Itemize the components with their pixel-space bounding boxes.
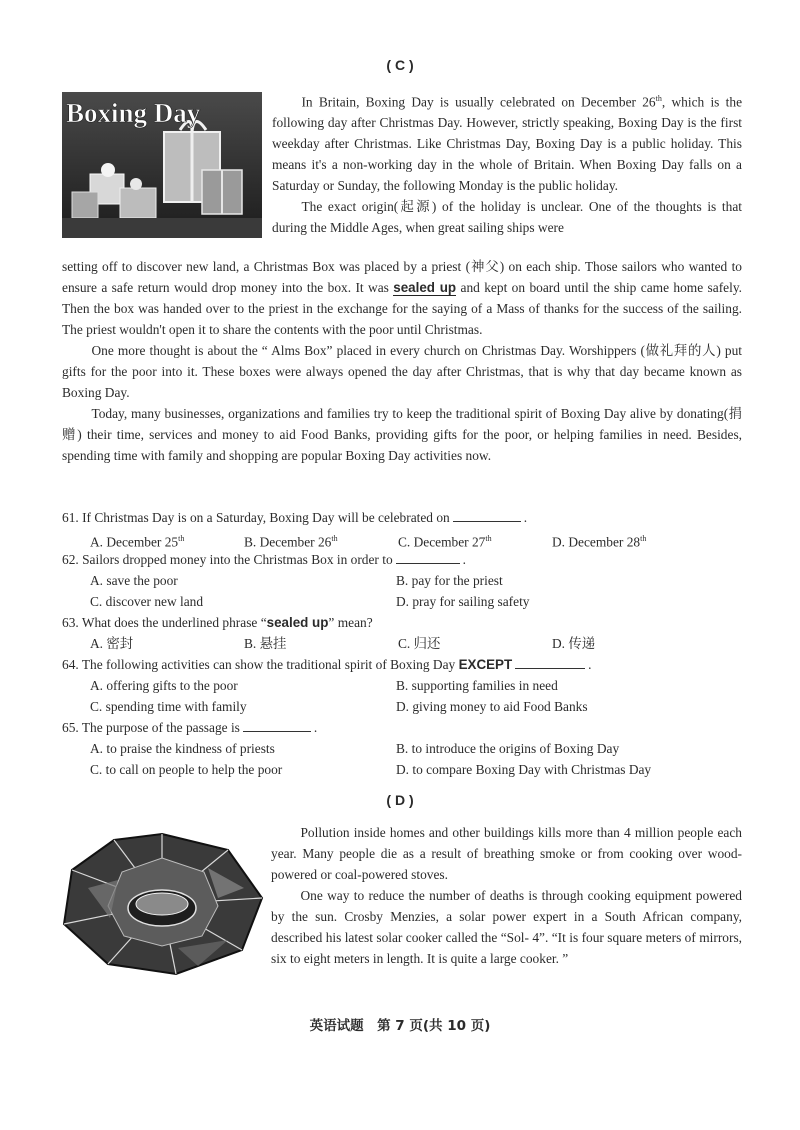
q65-option-a[interactable]: A. to praise the kindness of priests — [90, 741, 275, 756]
section-c-title: ( C ) — [386, 57, 414, 73]
para-2-text-a: setting off to discover new land, a Christmas Box was placed by a priest (神父) on each ship. Those sailors who wanted to ensure a safe return would drop money into the box. It was — [62, 259, 742, 295]
page-footer: 英语试题 第 7 页(共 10 页) — [309, 1018, 491, 1034]
q61-option-c-sup: th — [485, 534, 492, 543]
q65-option-d[interactable]: D. to compare Boxing Day with Christmas Day — [396, 762, 652, 777]
q65-option-b[interactable]: B. to introduce the origins of Boxing Day — [396, 741, 620, 756]
q61-option-a-text: A. December 25 — [90, 534, 179, 550]
q64-option-b[interactable]: B. supporting families in need — [396, 678, 558, 693]
para-1-text-b: , which is the following day after Christmas Day. However, strictly speaking, Boxing Day is the first weekday after Christmas. Like Christmas Day, Boxing Day is a public holiday. This means it's a non-working day in the whole of Britain. When Boxing Day falls on a Saturday or Sunday, the following Monday is the public holiday. — [272, 94, 743, 194]
q62-option-d[interactable]: D. pray for sailing safety — [396, 594, 530, 609]
q64-end: . — [588, 657, 592, 672]
para-2-start: The exact origin(起源) of the holiday is unclear. One of the thoughts is that during the Middle Ages, when great sailing ships were — [272, 199, 742, 236]
q61-end: . — [523, 510, 528, 525]
q63-option-c[interactable]: C. 归还 — [398, 636, 441, 651]
q65-blank[interactable] — [243, 717, 311, 732]
question-63 — [62, 612, 752, 654]
question-62 — [62, 549, 752, 612]
q63-option-d[interactable]: D. 传递 — [552, 636, 596, 651]
q63-option-b[interactable]: B. 悬挂 — [244, 636, 287, 651]
q62-stem: 62. Sailors dropped money into the Christmas Box in order to — [62, 552, 393, 567]
para-1-text-a: In Britain, Boxing Day is usually celebrated on December 26 — [301, 94, 656, 110]
section-c-body — [62, 256, 742, 466]
sealed-up-phrase: sealed up — [393, 280, 457, 295]
boxing-day-photo — [62, 92, 262, 238]
question-65 — [62, 717, 752, 780]
q61-option-c-text: C. December 27 — [398, 534, 486, 550]
para-2-text-b: and kept on board until the ship came home safely. Then the box was handed over to the priest in the exchange for the saying of a Mass of thanks for the success of the sailing. The priest wouldn't open it to share the contents with the poor until Christmas. — [62, 280, 742, 337]
q61-stem: 61. If Christmas Day is on a Saturday, Boxing Day will be celebrated on — [62, 510, 450, 525]
q61-option-b-text: B. December 26 — [244, 534, 332, 550]
q65-option-c[interactable]: C. to call on people to help the poor — [90, 762, 283, 777]
section-d-body — [271, 822, 742, 969]
q65-stem: 65. The purpose of the passage is — [62, 720, 240, 735]
para-4: Today, many businesses, organizations and families try to keep the traditional spirit of Boxing Day alive by donating(捐赠) their time, services and money to aid Food Banks, providing gifts for the poor, or helping families in need. Besides, spending time with family and shopping are popular Boxing Day activities now. — [62, 406, 742, 463]
q64-option-a[interactable]: A. offering gifts to the poor — [90, 678, 238, 693]
q63-option-a[interactable]: A. 密封 — [90, 636, 134, 651]
q64-option-c[interactable]: C. spending time with family — [90, 699, 247, 714]
para-1-sup: th — [655, 94, 662, 103]
question-61 — [62, 507, 752, 552]
section-c-intro — [272, 88, 742, 238]
d-para-2: One way to reduce the number of deaths is through cooking equipment powered by the sun. Crosby Menzies, a solar power expert in a South African company, described his latest solar cooker called the “Sol- 4”. “It is four square meters of mirrors, six to eight meters in length. It is quite a large cooker. ” — [271, 888, 742, 966]
d-para-1: Pollution inside homes and other buildings kills more than 4 million people each year. Many people die as a result of breathing smoke or from cooking over wood-powered or coal-powered stoves. — [271, 825, 742, 882]
question-64 — [62, 654, 752, 717]
q61-option-d-sup: th — [640, 534, 647, 543]
solar-cooker-photo — [58, 828, 266, 978]
q63-stem-b: ” mean? — [328, 615, 373, 630]
q64-stem: 64. The following activities can show the traditional spirit of Boxing Day — [62, 657, 456, 672]
section-d-title: ( D ) — [386, 792, 414, 808]
q61-option-d-text: D. December 28 — [552, 534, 641, 550]
q64-keyword: EXCEPT — [458, 657, 513, 672]
q65-end: . — [313, 720, 318, 735]
q61-option-b-sup: th — [331, 534, 338, 543]
q62-option-c[interactable]: C. discover new land — [90, 594, 204, 609]
q64-blank[interactable] — [515, 654, 585, 669]
q61-option-a-sup: th — [178, 534, 185, 543]
q63-stem-a: 63. What does the underlined phrase “ — [62, 615, 267, 630]
boxing-day-photo-caption: Boxing Day — [66, 98, 201, 128]
para-3: One more thought is about the “ Alms Box” placed in every church on Christmas Day. Worshippers (做礼拜的人) put gifts for the poor into it. These boxes were always opened the day after Christmas, that is why that day became known as Boxing Day. — [62, 343, 742, 400]
q62-option-b[interactable]: B. pay for the priest — [396, 573, 503, 588]
q61-blank[interactable] — [453, 507, 521, 522]
q62-option-a[interactable]: A. save the poor — [90, 573, 178, 588]
q62-blank[interactable] — [396, 549, 460, 564]
q64-option-d[interactable]: D. giving money to aid Food Banks — [396, 699, 588, 714]
q62-end: . — [462, 552, 466, 567]
q63-phrase: sealed up — [266, 615, 329, 630]
